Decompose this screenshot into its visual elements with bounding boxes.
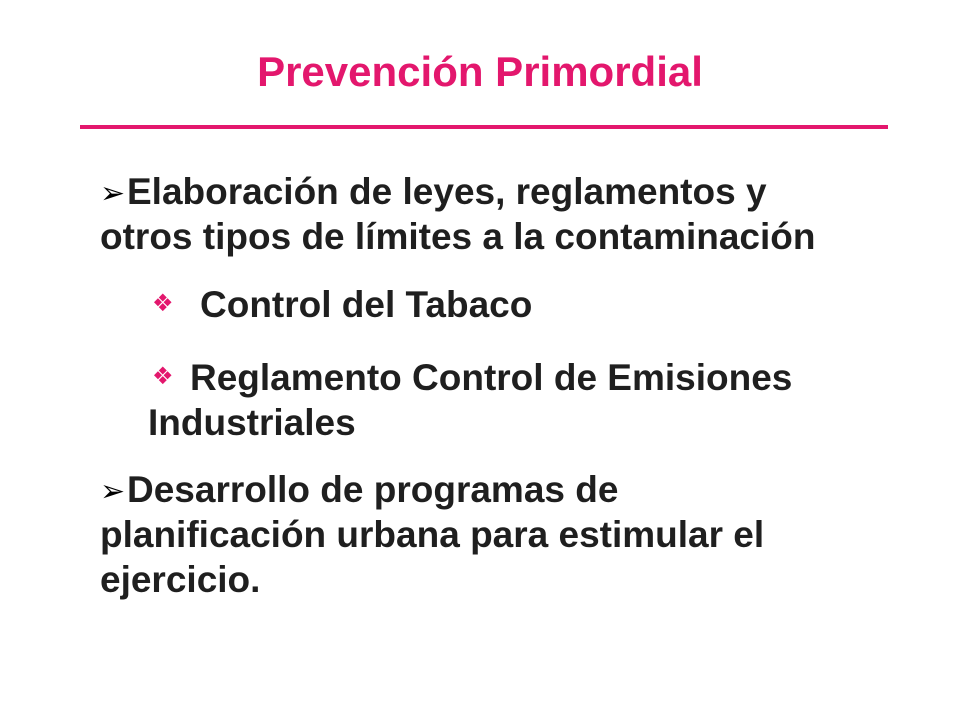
bullet-item — [100, 467, 764, 602]
bullet-text: planificación urbana para estimular el — [100, 514, 765, 555]
arrowhead-icon — [100, 179, 127, 209]
bullet-line — [100, 557, 764, 602]
sub-bullet-text: Control del Tabaco — [200, 284, 533, 325]
bullet-text: ejercicio. — [100, 559, 261, 600]
bullet-item — [100, 169, 815, 259]
sub-bullet-item — [148, 355, 792, 445]
title-divider — [80, 125, 888, 129]
sub-bullet-line — [148, 355, 792, 400]
bullet-text: otros tipos de límites a la contaminación — [100, 216, 816, 257]
bullet-text: Desarrollo de programas de — [127, 469, 619, 510]
sub-bullet-line — [148, 282, 532, 327]
bullet-line — [100, 512, 764, 557]
sub-bullet-line — [148, 400, 792, 445]
diamond-bullet-icon — [148, 364, 190, 388]
bullet-line — [100, 214, 815, 259]
bullet-line — [100, 169, 815, 214]
arrowhead-icon — [100, 477, 127, 507]
sub-bullet-text: Reglamento Control de Emisiones — [190, 357, 793, 398]
bullet-line — [100, 467, 764, 512]
sub-bullet-text: Industriales — [148, 402, 356, 443]
sub-bullet-item — [148, 282, 532, 327]
bullet-text: Elaboración de leyes, reglamentos y — [127, 171, 767, 212]
slide-title: Prevención Primordial — [257, 48, 703, 95]
diamond-bullet-icon — [148, 291, 190, 315]
